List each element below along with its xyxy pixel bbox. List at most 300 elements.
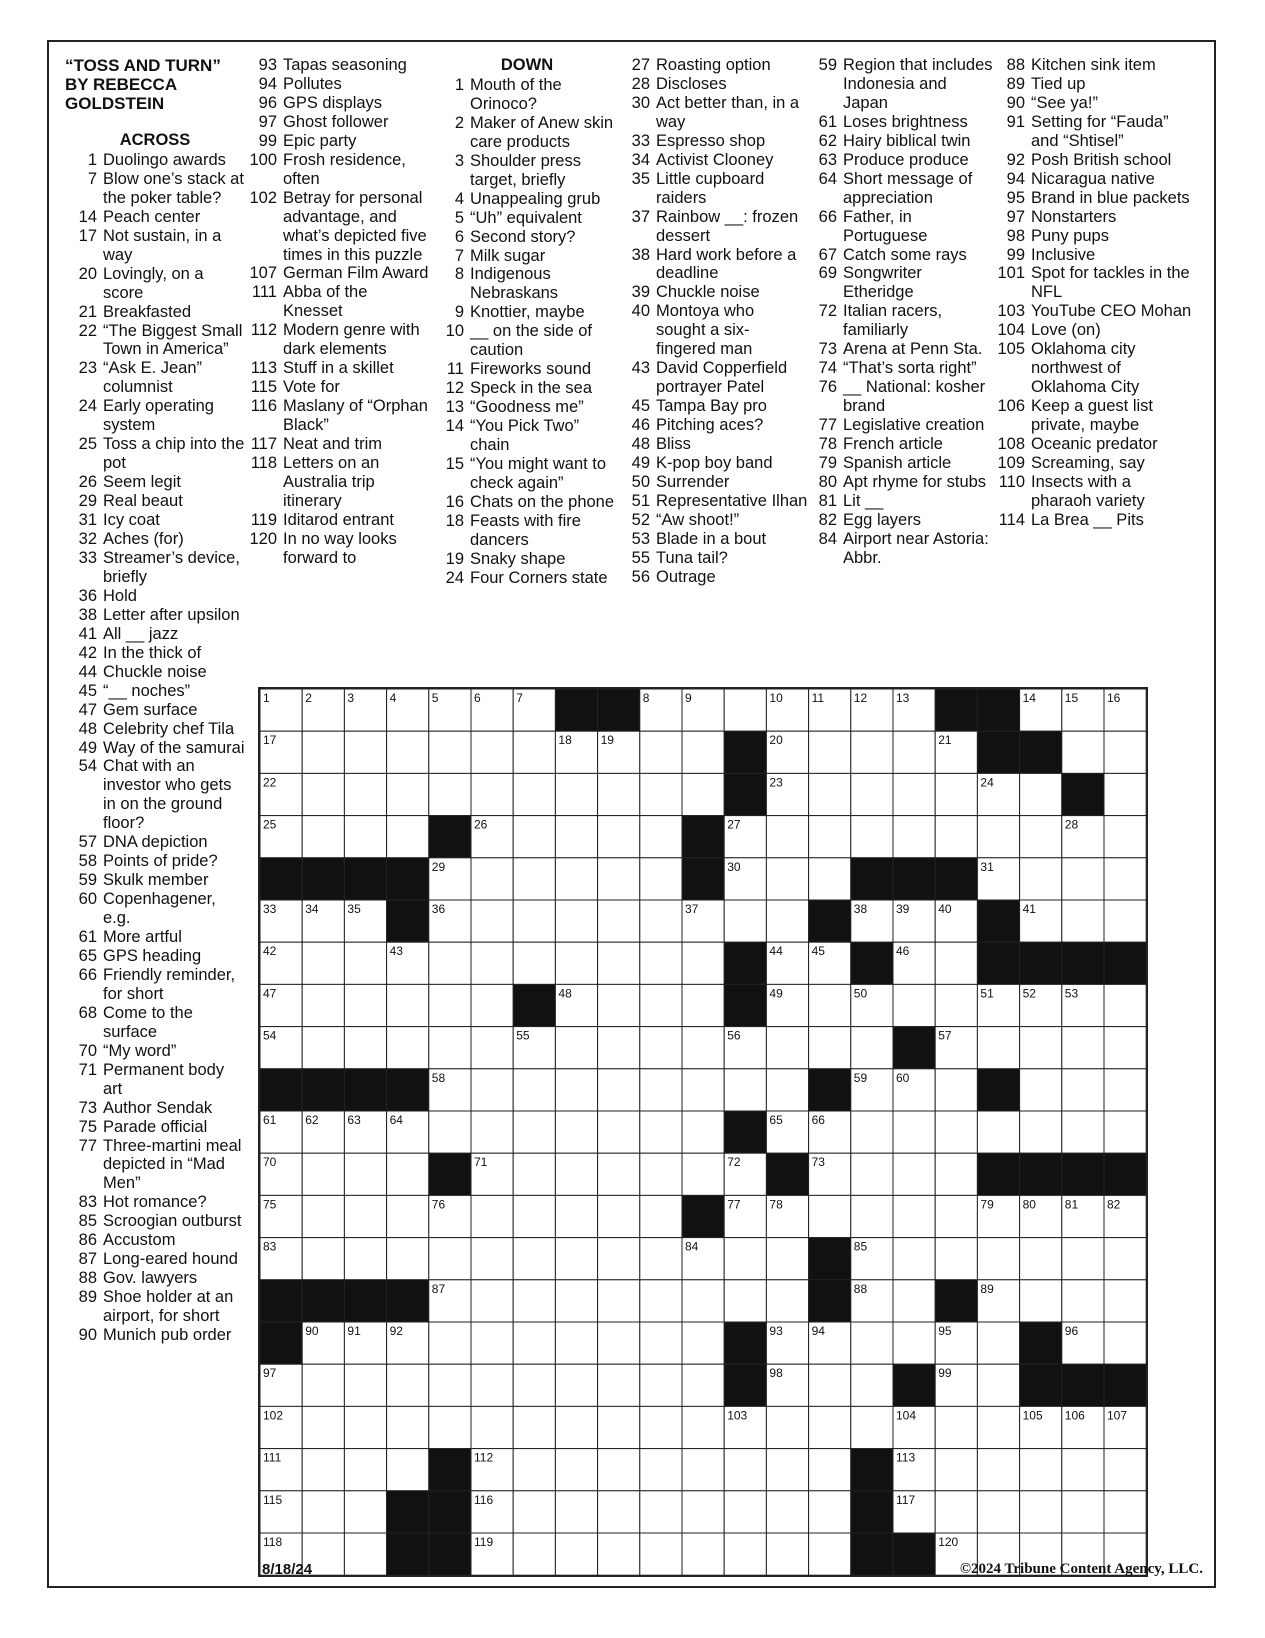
clue-item xyxy=(65,1137,245,1194)
grid-cell[interactable] xyxy=(851,1153,893,1195)
grid-cell[interactable] xyxy=(1104,731,1146,773)
grid-cell[interactable] xyxy=(1020,1111,1062,1153)
grid-cell[interactable] xyxy=(682,1280,724,1322)
grid-cell[interactable] xyxy=(471,942,513,984)
grid-cell[interactable] xyxy=(344,731,386,773)
grid-cell[interactable] xyxy=(1104,900,1146,942)
grid-cell[interactable] xyxy=(429,1322,471,1364)
clue-number: 44 xyxy=(78,662,97,681)
grid-cell[interactable] xyxy=(893,816,935,858)
grid-cell[interactable] xyxy=(682,1449,724,1491)
grid-cell[interactable] xyxy=(682,1322,724,1364)
grid-cell[interactable] xyxy=(682,1491,724,1533)
clue-text: Airport near Astoria: Abbr. xyxy=(843,529,989,567)
grid-cell[interactable] xyxy=(513,1364,555,1406)
grid-cell-black xyxy=(1104,1364,1146,1406)
clue-number: 103 xyxy=(997,302,1025,321)
grid-cell[interactable] xyxy=(598,1069,640,1111)
grid-cell[interactable] xyxy=(766,1449,808,1491)
cell-number: 16 xyxy=(1107,691,1121,705)
grid-cell[interactable] xyxy=(598,942,640,984)
cell-number: 95 xyxy=(938,1324,952,1338)
grid-cell[interactable] xyxy=(513,731,555,773)
grid-cell[interactable] xyxy=(766,1533,808,1575)
grid-cell[interactable] xyxy=(598,858,640,900)
grid-cell[interactable] xyxy=(1062,858,1104,900)
puzzle-title: “TOSS AND TURN” xyxy=(65,56,221,75)
grid-cell[interactable] xyxy=(302,773,344,815)
grid-cell[interactable] xyxy=(766,816,808,858)
grid-cell[interactable] xyxy=(344,816,386,858)
grid-cell[interactable] xyxy=(598,1153,640,1195)
grid-cell[interactable] xyxy=(344,1533,386,1575)
grid-cell[interactable] xyxy=(344,1364,386,1406)
grid-cell[interactable] xyxy=(893,984,935,1026)
grid-cell[interactable] xyxy=(682,1027,724,1069)
grid-cell[interactable] xyxy=(809,1449,851,1491)
grid-cell[interactable] xyxy=(851,1195,893,1237)
clue-text: __ on the side of caution xyxy=(470,322,593,360)
grid-cell[interactable] xyxy=(302,984,344,1026)
grid-cell[interactable] xyxy=(555,1533,597,1575)
grid-cell[interactable] xyxy=(471,773,513,815)
grid-cell[interactable] xyxy=(809,1406,851,1448)
grid-cell[interactable] xyxy=(1104,984,1146,1026)
grid-cell[interactable] xyxy=(851,1406,893,1448)
clue-text: Snaky shape xyxy=(470,549,566,568)
grid-cell[interactable] xyxy=(471,1195,513,1237)
grid-cell[interactable] xyxy=(513,1153,555,1195)
grid-cell[interactable] xyxy=(598,1364,640,1406)
grid-cell[interactable] xyxy=(682,1533,724,1575)
grid-cell[interactable] xyxy=(598,1195,640,1237)
grid-cell[interactable] xyxy=(1062,1069,1104,1111)
grid-cell[interactable] xyxy=(1020,773,1062,815)
grid-cell[interactable] xyxy=(977,1406,1019,1448)
grid-cell[interactable] xyxy=(1104,1322,1146,1364)
grid-cell[interactable] xyxy=(1062,1491,1104,1533)
grid-cell[interactable] xyxy=(766,1069,808,1111)
grid-cell[interactable] xyxy=(724,900,766,942)
grid-cell[interactable] xyxy=(809,858,851,900)
grid-cell[interactable] xyxy=(640,1364,682,1406)
grid-cell[interactable] xyxy=(724,1238,766,1280)
grid-cell[interactable] xyxy=(640,1027,682,1069)
grid-cell[interactable] xyxy=(302,1491,344,1533)
grid-cell[interactable] xyxy=(598,773,640,815)
grid-cell[interactable] xyxy=(513,1406,555,1448)
grid-cell[interactable] xyxy=(387,984,429,1026)
grid-cell[interactable] xyxy=(598,1027,640,1069)
clue-item xyxy=(65,757,245,833)
grid-cell[interactable] xyxy=(1104,773,1146,815)
grid-cell[interactable] xyxy=(555,1280,597,1322)
grid-cell[interactable] xyxy=(429,1364,471,1406)
grid-cell[interactable] xyxy=(640,1449,682,1491)
grid-cell[interactable] xyxy=(640,942,682,984)
clue-text: Brand in blue packets xyxy=(1031,188,1190,207)
byline-line-1: BY REBECCA xyxy=(65,75,178,94)
grid-cell[interactable] xyxy=(598,816,640,858)
grid-cell[interactable] xyxy=(302,1364,344,1406)
grid-cell[interactable] xyxy=(935,1449,977,1491)
cell-number: 31 xyxy=(980,859,994,874)
grid-cell[interactable] xyxy=(851,1364,893,1406)
grid-cell[interactable] xyxy=(893,731,935,773)
grid-cell[interactable] xyxy=(387,1195,429,1237)
grid-cell[interactable] xyxy=(471,984,513,1026)
grid-cell[interactable] xyxy=(429,1238,471,1280)
grid-cell[interactable] xyxy=(640,731,682,773)
grid-cell[interactable] xyxy=(471,858,513,900)
grid-cell[interactable] xyxy=(640,858,682,900)
grid-cell[interactable] xyxy=(1104,1491,1146,1533)
grid-cell[interactable] xyxy=(682,1364,724,1406)
grid-cell[interactable] xyxy=(1020,1238,1062,1280)
grid-cell[interactable] xyxy=(387,1153,429,1195)
grid-cell[interactable] xyxy=(555,816,597,858)
grid-cell[interactable] xyxy=(513,858,555,900)
grid-cell[interactable] xyxy=(555,1195,597,1237)
grid-cell[interactable] xyxy=(302,1449,344,1491)
grid-cell[interactable] xyxy=(1020,1280,1062,1322)
grid-cell[interactable] xyxy=(724,1491,766,1533)
grid-cell[interactable] xyxy=(809,816,851,858)
grid-cell[interactable] xyxy=(387,1449,429,1491)
clue-number: 111 xyxy=(251,283,277,302)
grid-cell[interactable] xyxy=(344,773,386,815)
grid-cell[interactable] xyxy=(809,984,851,1026)
clue-item xyxy=(993,511,1193,530)
grid-cell[interactable] xyxy=(724,1069,766,1111)
grid-cell[interactable] xyxy=(471,731,513,773)
grid-cell[interactable] xyxy=(935,1406,977,1448)
grid-cell[interactable] xyxy=(935,816,977,858)
grid-cell[interactable] xyxy=(851,773,893,815)
grid-cell[interactable] xyxy=(1020,1069,1062,1111)
grid-cell[interactable] xyxy=(429,773,471,815)
grid-cell[interactable] xyxy=(555,1027,597,1069)
grid-cell[interactable] xyxy=(429,1027,471,1069)
grid-cell[interactable] xyxy=(598,1491,640,1533)
grid-cell[interactable] xyxy=(1104,1280,1146,1322)
clue-number: 38 xyxy=(631,245,650,264)
grid-cell[interactable] xyxy=(555,1153,597,1195)
grid-cell[interactable] xyxy=(513,1322,555,1364)
grid-cell[interactable] xyxy=(977,1027,1019,1069)
grid-cell[interactable] xyxy=(598,1280,640,1322)
grid-cell[interactable] xyxy=(555,942,597,984)
grid-cell[interactable] xyxy=(302,1238,344,1280)
grid-cell[interactable] xyxy=(682,984,724,1026)
clue-item xyxy=(805,264,995,302)
grid-cell[interactable] xyxy=(893,1111,935,1153)
grid-cell[interactable] xyxy=(809,1491,851,1533)
grid-cell[interactable] xyxy=(935,1153,977,1195)
grid-cell-black xyxy=(851,1491,893,1533)
grid-cell[interactable] xyxy=(1104,1449,1146,1491)
grid-cell[interactable] xyxy=(302,1406,344,1448)
grid-cell[interactable] xyxy=(893,773,935,815)
grid-cell[interactable] xyxy=(344,1195,386,1237)
grid-cell[interactable] xyxy=(766,1280,808,1322)
grid-cell[interactable] xyxy=(851,1322,893,1364)
grid-cell[interactable] xyxy=(935,1238,977,1280)
clue-number: 42 xyxy=(78,643,97,662)
grid-cell[interactable] xyxy=(893,1195,935,1237)
grid-cell[interactable] xyxy=(598,900,640,942)
grid-cell[interactable] xyxy=(935,1491,977,1533)
grid-cell[interactable] xyxy=(1062,1238,1104,1280)
clue-text: Lovingly, on a score xyxy=(103,264,204,302)
grid-cell[interactable] xyxy=(1062,1280,1104,1322)
grid-cell[interactable] xyxy=(851,1111,893,1153)
grid-cell[interactable] xyxy=(513,773,555,815)
grid-cell[interactable] xyxy=(935,984,977,1026)
grid-cell[interactable] xyxy=(344,1449,386,1491)
clue-item xyxy=(65,966,245,1004)
grid-cell[interactable] xyxy=(893,1238,935,1280)
grid-cell[interactable] xyxy=(387,731,429,773)
grid-cell[interactable] xyxy=(640,1280,682,1322)
grid-cell[interactable] xyxy=(1062,900,1104,942)
grid-cell[interactable] xyxy=(555,1406,597,1448)
grid-cell[interactable] xyxy=(555,1449,597,1491)
grid-cell[interactable] xyxy=(387,1364,429,1406)
clue-number: 95 xyxy=(1006,188,1025,207)
grid-cell[interactable] xyxy=(387,816,429,858)
grid-cell[interactable] xyxy=(977,1322,1019,1364)
grid-cell[interactable] xyxy=(555,1364,597,1406)
grid-cell[interactable] xyxy=(640,1533,682,1575)
clue-item xyxy=(245,75,430,94)
clue-text: Abba of the Knesset xyxy=(283,283,368,321)
grid-cell[interactable] xyxy=(1020,858,1062,900)
grid-cell[interactable] xyxy=(513,1449,555,1491)
grid-cell[interactable] xyxy=(766,1491,808,1533)
cell-number: 9 xyxy=(685,691,692,705)
grid-cell[interactable] xyxy=(555,858,597,900)
grid-cell[interactable] xyxy=(724,1280,766,1322)
grid-cell[interactable] xyxy=(1020,1449,1062,1491)
grid-cell[interactable] xyxy=(766,1238,808,1280)
grid-cell[interactable] xyxy=(851,816,893,858)
grid-cell[interactable] xyxy=(640,1069,682,1111)
grid-cell[interactable] xyxy=(471,1322,513,1364)
grid-cell[interactable] xyxy=(1020,816,1062,858)
grid-cell[interactable] xyxy=(682,773,724,815)
grid-cell[interactable] xyxy=(302,816,344,858)
grid-cell[interactable] xyxy=(471,1027,513,1069)
grid-cell[interactable] xyxy=(471,1280,513,1322)
grid-cell[interactable] xyxy=(640,1195,682,1237)
grid-cell[interactable] xyxy=(935,773,977,815)
grid-cell[interactable] xyxy=(513,1533,555,1575)
grid-cell[interactable] xyxy=(1062,1449,1104,1491)
grid-cell[interactable] xyxy=(302,1195,344,1237)
grid-cell[interactable] xyxy=(640,1322,682,1364)
grid-cell[interactable] xyxy=(682,1111,724,1153)
grid-cell[interactable] xyxy=(387,1238,429,1280)
clue-number: 97 xyxy=(258,112,277,131)
grid-cell[interactable] xyxy=(471,1069,513,1111)
clue-number: 40 xyxy=(631,302,650,321)
grid-cell[interactable] xyxy=(640,900,682,942)
grid-cell[interactable] xyxy=(513,1280,555,1322)
grid-cell[interactable] xyxy=(302,1027,344,1069)
grid-cell[interactable] xyxy=(682,1406,724,1448)
grid-cell[interactable] xyxy=(851,1027,893,1069)
grid-cell[interactable] xyxy=(344,1238,386,1280)
grid-cell[interactable] xyxy=(682,731,724,773)
grid-cell[interactable] xyxy=(555,1111,597,1153)
grid-cell[interactable] xyxy=(766,1027,808,1069)
grid-cell[interactable] xyxy=(513,1238,555,1280)
clue-text: Shoulder press target, briefly xyxy=(470,151,581,189)
grid-cell[interactable] xyxy=(640,816,682,858)
grid-cell[interactable] xyxy=(809,1195,851,1237)
grid-cell[interactable] xyxy=(513,900,555,942)
grid-cell[interactable] xyxy=(640,1406,682,1448)
grid-cell[interactable] xyxy=(640,773,682,815)
grid-cell[interactable] xyxy=(471,1238,513,1280)
grid-cell[interactable] xyxy=(1104,1027,1146,1069)
grid-cell[interactable] xyxy=(555,1322,597,1364)
grid-cell[interactable] xyxy=(598,1533,640,1575)
grid-cell[interactable] xyxy=(344,942,386,984)
grid-cell[interactable] xyxy=(682,1069,724,1111)
grid-cell[interactable] xyxy=(513,816,555,858)
grid-cell[interactable] xyxy=(555,1238,597,1280)
grid-cell[interactable] xyxy=(344,1027,386,1069)
grid-cell[interactable] xyxy=(555,1491,597,1533)
grid-cell[interactable] xyxy=(640,1491,682,1533)
clue-number: 49 xyxy=(631,454,650,473)
grid-cell[interactable] xyxy=(387,1027,429,1069)
grid-cell[interactable] xyxy=(809,731,851,773)
grid-cell[interactable] xyxy=(893,1322,935,1364)
grid-cell[interactable] xyxy=(893,1153,935,1195)
grid-cell[interactable] xyxy=(555,1069,597,1111)
grid-cell[interactable] xyxy=(344,1406,386,1448)
grid-cell[interactable] xyxy=(640,1111,682,1153)
grid-cell[interactable] xyxy=(766,1406,808,1448)
grid-cell[interactable] xyxy=(598,984,640,1026)
grid-cell[interactable] xyxy=(809,1027,851,1069)
grid-cell[interactable] xyxy=(766,858,808,900)
grid-cell[interactable] xyxy=(724,1449,766,1491)
grid-cell[interactable] xyxy=(344,1491,386,1533)
grid-cell[interactable] xyxy=(471,1364,513,1406)
grid-cell[interactable] xyxy=(935,1195,977,1237)
grid-cell[interactable] xyxy=(387,773,429,815)
grid-cell[interactable] xyxy=(598,1111,640,1153)
grid-cell[interactable] xyxy=(1104,816,1146,858)
grid-cell[interactable] xyxy=(555,773,597,815)
grid-cell[interactable] xyxy=(1062,1027,1104,1069)
grid-cell[interactable] xyxy=(344,984,386,1026)
clue-number: 38 xyxy=(78,605,97,624)
grid-cell[interactable] xyxy=(935,942,977,984)
grid-cell[interactable] xyxy=(809,1533,851,1575)
grid-cell[interactable] xyxy=(513,942,555,984)
grid-cell[interactable] xyxy=(1104,1238,1146,1280)
grid-cell[interactable] xyxy=(1104,1069,1146,1111)
grid-cell[interactable] xyxy=(429,1406,471,1448)
grid-cell[interactable] xyxy=(682,1153,724,1195)
grid-cell[interactable] xyxy=(935,1069,977,1111)
clue-number: 55 xyxy=(631,548,650,567)
grid-cell[interactable] xyxy=(809,773,851,815)
grid-cell[interactable] xyxy=(977,1449,1019,1491)
grid-cell[interactable] xyxy=(429,731,471,773)
grid-cell[interactable] xyxy=(640,984,682,1026)
grid-cell[interactable] xyxy=(471,1111,513,1153)
grid-cell[interactable] xyxy=(302,731,344,773)
grid-cell[interactable] xyxy=(766,900,808,942)
grid-cell[interactable] xyxy=(429,942,471,984)
grid-cell[interactable] xyxy=(471,900,513,942)
grid-cell[interactable] xyxy=(977,1364,1019,1406)
grid-cell[interactable] xyxy=(1104,858,1146,900)
grid-cell[interactable] xyxy=(724,1533,766,1575)
clue-item xyxy=(245,397,430,435)
grid-cell[interactable] xyxy=(851,731,893,773)
grid-cell[interactable] xyxy=(344,1153,386,1195)
grid-cell[interactable] xyxy=(893,1280,935,1322)
grid-cell[interactable] xyxy=(598,1449,640,1491)
grid-cell[interactable] xyxy=(471,1406,513,1448)
grid-cell[interactable] xyxy=(640,1153,682,1195)
grid-cell[interactable] xyxy=(302,942,344,984)
grid-cell[interactable] xyxy=(977,1491,1019,1533)
grid-cell[interactable] xyxy=(724,689,766,731)
grid-cell[interactable] xyxy=(598,1406,640,1448)
grid-cell[interactable] xyxy=(1062,731,1104,773)
cell-number: 34 xyxy=(305,902,319,916)
clue-item xyxy=(432,512,622,550)
grid-cell[interactable] xyxy=(513,1069,555,1111)
grid-cell[interactable] xyxy=(555,900,597,942)
clue-number: 114 xyxy=(998,510,1025,529)
grid-cell[interactable] xyxy=(598,1322,640,1364)
grid-cell[interactable] xyxy=(935,1111,977,1153)
grid-cell[interactable] xyxy=(513,1195,555,1237)
grid-cell[interactable] xyxy=(1020,1491,1062,1533)
grid-cell[interactable] xyxy=(302,1153,344,1195)
cell-number: 40 xyxy=(938,902,952,916)
crossword-grid[interactable] xyxy=(258,687,1148,1577)
grid-cell[interactable] xyxy=(429,984,471,1026)
grid-cell[interactable] xyxy=(809,1364,851,1406)
grid-cell[interactable] xyxy=(977,1238,1019,1280)
grid-cell[interactable] xyxy=(977,816,1019,858)
grid-cell[interactable] xyxy=(429,1111,471,1153)
clue-text: Letter after upsilon xyxy=(103,605,240,624)
clue-item xyxy=(245,56,430,75)
grid-cell[interactable] xyxy=(387,1406,429,1448)
grid-cell[interactable] xyxy=(1062,1111,1104,1153)
grid-cell[interactable] xyxy=(1020,1027,1062,1069)
grid-cell[interactable] xyxy=(513,1111,555,1153)
cell-number: 117 xyxy=(896,1492,916,1507)
grid-cell[interactable] xyxy=(977,1111,1019,1153)
grid-cell[interactable] xyxy=(513,1491,555,1533)
grid-cell[interactable] xyxy=(640,1238,682,1280)
grid-cell[interactable] xyxy=(682,942,724,984)
grid-cell[interactable] xyxy=(598,1238,640,1280)
grid-cell[interactable] xyxy=(1104,1111,1146,1153)
